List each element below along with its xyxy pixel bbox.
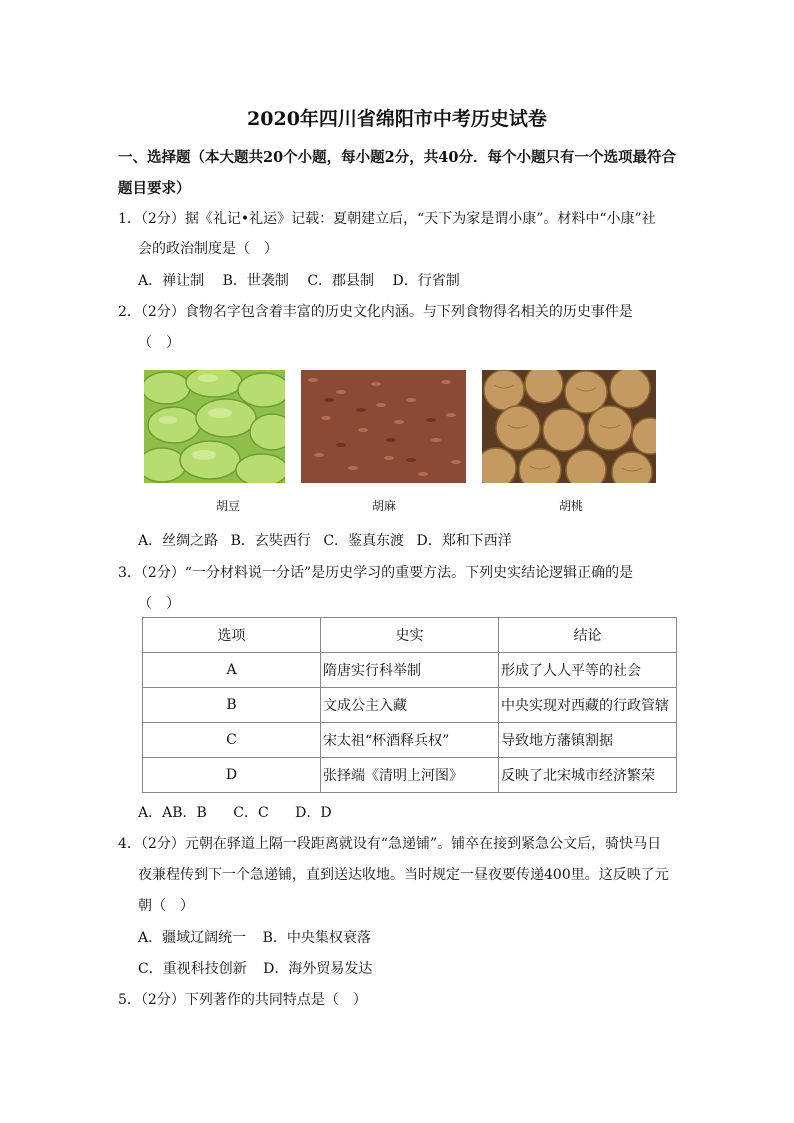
q4-option-a[interactable]: A．疆域辽阔统一 xyxy=(138,930,247,946)
q2-option-b[interactable]: B．玄奘西行 xyxy=(230,533,311,549)
table-cell: 文成公主入藏 xyxy=(321,688,499,723)
caption-hutao: 胡桃 xyxy=(558,499,583,513)
q4-options-row1 xyxy=(138,927,385,947)
q4-option-b[interactable]: B．中央集权衰落 xyxy=(262,930,371,946)
table-cell: 导致地方藩镇割据 xyxy=(499,723,677,758)
table-row xyxy=(143,653,677,688)
q3-option-ab[interactable]: A．AB．B xyxy=(138,805,207,821)
table-cell: 形成了人人平等的社会 xyxy=(499,653,677,688)
q2-stem-line1: 2．（2分）食物名字包含着丰富的历史文化内涵。与下列食物得名相关的历史事件是 xyxy=(118,304,633,320)
q4-stem-line2: 夜兼程传到下一个急递铺，直到送达收地。当时规定一昼夜要传递400里。这反映了元 xyxy=(138,867,669,883)
q3-options xyxy=(138,802,346,822)
table-cell: D xyxy=(143,758,321,793)
table-header-fact: 史实 xyxy=(321,618,499,653)
table-header-option: 选项 xyxy=(143,618,321,653)
q4-stem-line1: 4．（2分）元朝在驿道上隔一段距离就设有“急递铺”。铺卒在接到紧急公文后，骑快马日 xyxy=(118,836,662,852)
caption-hudou: 胡豆 xyxy=(215,499,240,513)
q1-options xyxy=(138,270,474,290)
q1-option-d[interactable]: D．行省制 xyxy=(392,273,460,289)
q2-option-d[interactable]: D．郑和下西洋 xyxy=(416,533,512,549)
q4-option-c[interactable]: C．重视科技创新 xyxy=(138,961,247,977)
table-row xyxy=(143,758,677,793)
section-heading-line2: 题目要求） xyxy=(118,180,191,197)
q2-option-c[interactable]: C．鉴真东渡 xyxy=(323,533,405,549)
caption-huma: 胡麻 xyxy=(371,499,396,513)
q3-option-c[interactable]: C．C xyxy=(233,805,269,821)
q4-option-d[interactable]: D．海外贸易发达 xyxy=(263,961,373,977)
q1-stem-line2: 会的政治制度是（ ） xyxy=(138,241,278,257)
q1-option-b[interactable]: B．世袭制 xyxy=(222,273,289,289)
broad-beans-photo xyxy=(144,370,285,483)
q1-option-c[interactable]: C．郡县制 xyxy=(307,273,375,289)
q5-stem-line1: 5．（2分）下列著作的共同特点是（ ） xyxy=(118,992,367,1008)
q4-stem-line3: 朝（ ） xyxy=(138,898,194,914)
table-cell: 宋太祖“杯酒释兵权” xyxy=(321,723,499,758)
table-cell: 反映了北宋城市经济繁荣 xyxy=(499,758,677,793)
q1-stem-line1: 1．（2分）据《礼记•礼运》记载：夏朝建立后，“天下为家是谓小康”。材料中“小康”社 xyxy=(118,211,656,227)
q3-stem-line2: （ ） xyxy=(138,596,180,612)
exam-title: 2020年四川省绵阳市中考历史试卷 xyxy=(247,108,547,130)
q2-stem-line2: （ ） xyxy=(138,335,180,351)
walnuts-photo xyxy=(482,370,656,483)
q1-option-a[interactable]: A．禅让制 xyxy=(138,273,205,289)
table-header-conclusion: 结论 xyxy=(499,618,677,653)
table-cell: B xyxy=(143,688,321,723)
table-row xyxy=(143,723,677,758)
table-cell: 中央实现对西藏的行政管辖 xyxy=(499,688,677,723)
table-cell: 张择端《清明上河图》 xyxy=(321,758,499,793)
q2-options xyxy=(138,530,526,550)
q2-option-a[interactable]: A．丝绸之路 xyxy=(138,533,219,549)
section-heading-line1: 一、选择题（本大题共20个小题，每小题2分，共40分．每个小题只有一个选项最符合 xyxy=(118,149,676,166)
q3-stem-line1: 3．（2分）“一分材料说一分话”是历史学习的重要方法。下列史实结论逻辑正确的是 xyxy=(118,565,634,581)
flax-seeds-photo xyxy=(301,370,466,483)
table-header-row xyxy=(143,618,677,653)
table-cell: A xyxy=(143,653,321,688)
q3-table xyxy=(142,617,677,793)
table-row xyxy=(143,688,677,723)
table-cell: 隋唐实行科举制 xyxy=(321,653,499,688)
q4-options-row2 xyxy=(138,958,386,978)
q3-option-d[interactable]: D．D xyxy=(295,805,332,821)
table-cell: C xyxy=(143,723,321,758)
